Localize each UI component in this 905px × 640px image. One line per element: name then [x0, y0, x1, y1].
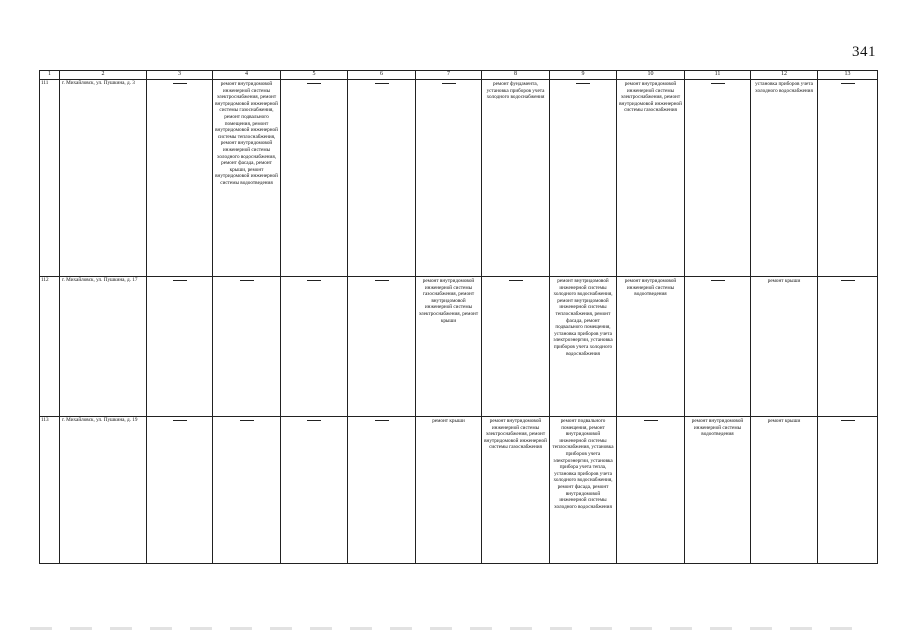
empty-cell: [416, 80, 482, 277]
header-cell: 3: [147, 71, 213, 80]
header-cell: 10: [617, 71, 685, 80]
dash-mark: [442, 83, 456, 84]
header-cell: 12: [751, 71, 818, 80]
works-table: [39, 70, 878, 564]
empty-cell: [685, 80, 751, 277]
address-cell: г. Михайловск, ул. Пушкина, д. 3: [60, 80, 147, 277]
empty-cell: [818, 417, 878, 564]
dash-mark: [711, 280, 725, 281]
empty-cell: [281, 417, 348, 564]
header-cell: 13: [818, 71, 878, 80]
works-cell: установка приборов учета холодного водоснабжения: [751, 80, 818, 277]
dash-mark: [576, 83, 590, 84]
empty-cell: [818, 277, 878, 417]
dash-mark: [644, 420, 658, 421]
empty-cell: [281, 80, 348, 277]
dash-mark: [307, 420, 321, 421]
header-cell: 8: [482, 71, 550, 80]
header-cell: 4: [213, 71, 281, 80]
dash-mark: [307, 83, 321, 84]
header-cell: 11: [685, 71, 751, 80]
dash-mark: [173, 83, 187, 84]
header-cell: 5: [281, 71, 348, 80]
empty-cell: [147, 80, 213, 277]
header-cell: 7: [416, 71, 482, 80]
empty-cell: [147, 277, 213, 417]
dash-mark: [711, 83, 725, 84]
works-cell: ремонт внутридомовой инженерной системы электроснабжения, ремонт внутридомовой инженерной системы газоснабжения, ремонт подвального помещения, ремонт внутридомовой инженерной системы теплоснабжения, ремонт внутридомовой инженерной системы холодного водоснабжения, ремонт фасада, ремонт крыши, ремонт внутридомовой инженерной системы водоотведения: [213, 80, 281, 277]
works-cell: ремонт внутридомовой инженерной системы водоотведения: [685, 417, 751, 564]
dash-mark: [240, 420, 254, 421]
scan-artifact: [30, 627, 870, 630]
works-cell: ремонт крыши: [751, 417, 818, 564]
row-number: 113: [40, 417, 60, 564]
header-cell: 2: [60, 71, 147, 80]
works-cell: ремонт крыши: [416, 417, 482, 564]
works-cell: ремонт внутридомовой инженерной системы электроснабжения, ремонт внутридомовой инженерной системы газоснабжения: [617, 80, 685, 277]
dash-mark: [841, 83, 855, 84]
page-number: 341: [852, 44, 876, 60]
empty-cell: [482, 277, 550, 417]
dash-mark: [509, 280, 523, 281]
address-cell: г. Михайловск, ул. Пушкина, д. 17: [60, 277, 147, 417]
dash-mark: [375, 280, 389, 281]
table-row: [40, 277, 878, 417]
address-cell: г. Михайловск, ул. Пушкина, д. 19: [60, 417, 147, 564]
header-row: [40, 71, 878, 80]
empty-cell: [818, 80, 878, 277]
empty-cell: [550, 80, 617, 277]
works-cell: ремонт внутридомовой инженерной системы газоснабжения, ремонт внутридомовой инженерной системы электроснабжения, ремонт крыши: [416, 277, 482, 417]
empty-cell: [281, 277, 348, 417]
works-cell: ремонт внутридомовой инженерной системы холодного водоснабжения, ремонт внутридомовой инженерной системы теплоснабжения, ремонт фасада, ремонт подвального помещения, установка приборов учета электроэнергии, установка приборов учета холодного водоснабжения: [550, 277, 617, 417]
dash-mark: [173, 280, 187, 281]
table-row: [40, 417, 878, 564]
empty-cell: [348, 80, 416, 277]
dash-mark: [841, 280, 855, 281]
works-cell: ремонт внутридомовой инженерной системы электроснабжения, ремонт внутридомовой инженерной системы газоснабжения: [482, 417, 550, 564]
works-cell: ремонт крыши: [751, 277, 818, 417]
empty-cell: [213, 417, 281, 564]
row-number: 112: [40, 277, 60, 417]
empty-cell: [617, 417, 685, 564]
dash-mark: [173, 420, 187, 421]
works-cell: ремонт внутридомовой инженерной системы водоотведения: [617, 277, 685, 417]
dash-mark: [307, 280, 321, 281]
header-cell: 1: [40, 71, 60, 80]
empty-cell: [348, 417, 416, 564]
works-cell: ремонт фундамента, установка приборов учета холодного водоснабжения: [482, 80, 550, 277]
row-number: 111: [40, 80, 60, 277]
empty-cell: [348, 277, 416, 417]
dash-mark: [375, 83, 389, 84]
header-cell: 6: [348, 71, 416, 80]
empty-cell: [147, 417, 213, 564]
empty-cell: [685, 277, 751, 417]
header-cell: 9: [550, 71, 617, 80]
dash-mark: [841, 420, 855, 421]
dash-mark: [375, 420, 389, 421]
dash-mark: [240, 280, 254, 281]
table-row: [40, 80, 878, 277]
works-cell: ремонт подвального помещения, ремонт внутридомовой инженерной системы теплоснабжения, установка приборов учета электроэнергии, установка прибора учета тепла, установка приборов учета холодного водоснабжения, ремонт фасада, ремонт внутридомовой инженерной системы холодного водоснабжения: [550, 417, 617, 564]
empty-cell: [213, 277, 281, 417]
